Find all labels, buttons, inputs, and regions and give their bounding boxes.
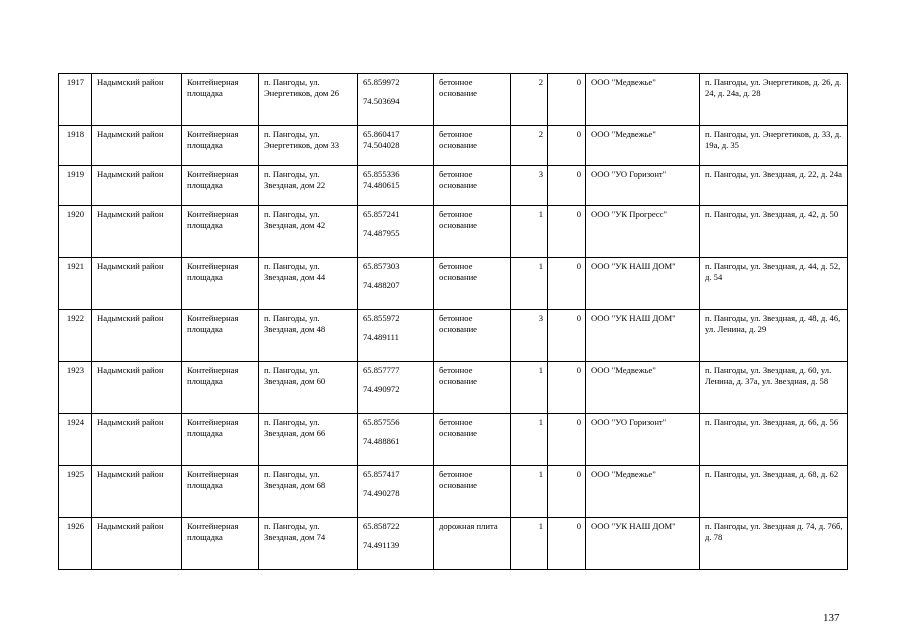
cell-bunker-count: 0	[548, 362, 586, 414]
cell-coordinates	[358, 310, 434, 362]
cell-served-addresses: п. Пангоды, ул. Звездная, д. 48, д. 46, ул. Ленина, д. 29	[700, 310, 848, 362]
cell-surface: бетонное основание	[434, 74, 511, 126]
cell-served-addresses: п. Пангоды, ул. Звездная, д. 42, д. 50	[700, 206, 848, 258]
cell-district: Надымский район	[92, 362, 182, 414]
cell-coordinates	[358, 126, 434, 166]
cell-owner: ООО "УО Горизонт"	[586, 414, 700, 466]
cell-coordinates	[358, 166, 434, 206]
cell-surface: бетонное основание	[434, 310, 511, 362]
cell-site-type: Контейнерная площадка	[182, 362, 259, 414]
cell-district: Надымский район	[92, 466, 182, 518]
latitude: 65.857241	[363, 209, 400, 219]
cell-number: 1920	[59, 206, 92, 258]
cell-container-count: 2	[511, 126, 548, 166]
cell-site-type: Контейнерная площадка	[182, 414, 259, 466]
cell-coordinates	[358, 414, 434, 466]
cell-surface: бетонное основание	[434, 126, 511, 166]
cell-bunker-count: 0	[548, 126, 586, 166]
latitude: 65.857777	[363, 365, 400, 375]
cell-owner: ООО "УК Прогресс"	[586, 206, 700, 258]
cell-owner: ООО "Медвежье"	[586, 362, 700, 414]
cell-site-type: Контейнерная площадка	[182, 310, 259, 362]
cell-served-addresses: п. Пангоды, ул. Звездная, д. 44, д. 52, д. 54	[700, 258, 848, 310]
cell-site-type: Контейнерная площадка	[182, 258, 259, 310]
table-row	[59, 414, 848, 466]
cell-surface: бетонное основание	[434, 466, 511, 518]
cell-served-addresses: п. Пангоды, ул. Звездная, д. 68, д. 62	[700, 466, 848, 518]
cell-address: п. Пангоды, ул. Энергетиков, дом 26	[259, 74, 358, 126]
longitude: 74.480615	[363, 179, 400, 190]
cell-site-type: Контейнерная площадка	[182, 206, 259, 258]
cell-address: п. Пангоды, ул. Звездная, дом 42	[259, 206, 358, 258]
cell-district: Надымский район	[92, 258, 182, 310]
latitude: 65.857417	[363, 469, 400, 479]
longitude: 74.490972	[363, 383, 400, 394]
latitude: 65.860417	[363, 129, 400, 139]
cell-number: 1918	[59, 126, 92, 166]
cell-served-addresses: п. Пангоды, ул. Звездная, д. 60, ул. Ленина, д. 37а, ул. Звездная, д. 58	[700, 362, 848, 414]
cell-container-count: 3	[511, 310, 548, 362]
cell-container-count: 2	[511, 74, 548, 126]
cell-number: 1923	[59, 362, 92, 414]
cell-container-count: 1	[511, 518, 548, 570]
cell-number: 1925	[59, 466, 92, 518]
cell-owner: ООО "Медвежье"	[586, 74, 700, 126]
cell-district: Надымский район	[92, 310, 182, 362]
cell-address: п. Пангоды, ул. Звездная, дом 74	[259, 518, 358, 570]
cell-surface: бетонное основание	[434, 414, 511, 466]
cell-served-addresses: п. Пангоды, ул. Звездная д. 74, д. 76б, д. 78	[700, 518, 848, 570]
cell-container-count: 1	[511, 362, 548, 414]
cell-bunker-count: 0	[548, 74, 586, 126]
cell-container-count: 3	[511, 166, 548, 206]
table-row	[59, 258, 848, 310]
cell-district: Надымский район	[92, 206, 182, 258]
cell-district: Надымский район	[92, 414, 182, 466]
cell-served-addresses: п. Пангоды, ул. Звездная, д. 66, д. 56	[700, 414, 848, 466]
latitude: 65.858722	[363, 521, 400, 531]
cell-container-count: 1	[511, 258, 548, 310]
cell-bunker-count: 0	[548, 258, 586, 310]
cell-surface: бетонное основание	[434, 258, 511, 310]
cell-site-type: Контейнерная площадка	[182, 466, 259, 518]
cell-address: п. Пангоды, ул. Звездная, дом 48	[259, 310, 358, 362]
cell-bunker-count: 0	[548, 414, 586, 466]
table-body	[59, 74, 848, 570]
latitude: 65.855336	[363, 169, 400, 179]
cell-coordinates	[358, 258, 434, 310]
page-number: 137	[823, 612, 840, 624]
cell-address: п. Пангоды, ул. Звездная, дом 44	[259, 258, 358, 310]
cell-surface: бетонное основание	[434, 166, 511, 206]
cell-served-addresses: п. Пангоды, ул. Энергетиков, д. 33, д. 19а, д. 35	[700, 126, 848, 166]
cell-container-count: 1	[511, 206, 548, 258]
cell-district: Надымский район	[92, 74, 182, 126]
longitude: 74.490278	[363, 487, 400, 498]
cell-bunker-count: 0	[548, 206, 586, 258]
longitude: 74.503694	[363, 95, 400, 106]
cell-district: Надымский район	[92, 126, 182, 166]
latitude: 65.855972	[363, 313, 400, 323]
cell-served-addresses: п. Пангоды, ул. Энергетиков, д. 26, д. 24, д. 24а, д. 28	[700, 74, 848, 126]
cell-coordinates	[358, 362, 434, 414]
cell-number: 1926	[59, 518, 92, 570]
container-sites-table	[58, 73, 848, 570]
table-row	[59, 362, 848, 414]
table-row	[59, 518, 848, 570]
cell-owner: ООО "Медвежье"	[586, 126, 700, 166]
cell-owner: ООО "УК НАШ ДОМ"	[586, 310, 700, 362]
cell-bunker-count: 0	[548, 166, 586, 206]
table-row	[59, 126, 848, 166]
cell-site-type: Контейнерная площадка	[182, 126, 259, 166]
cell-owner: ООО "УО Горизонт"	[586, 166, 700, 206]
cell-coordinates	[358, 518, 434, 570]
cell-owner: ООО "УК НАШ ДОМ"	[586, 258, 700, 310]
cell-site-type: Контейнерная площадка	[182, 74, 259, 126]
cell-coordinates	[358, 74, 434, 126]
cell-site-type: Контейнерная площадка	[182, 166, 259, 206]
cell-surface: бетонное основание	[434, 206, 511, 258]
cell-bunker-count: 0	[548, 310, 586, 362]
cell-site-type: Контейнерная площадка	[182, 518, 259, 570]
cell-district: Надымский район	[92, 166, 182, 206]
table-row	[59, 166, 848, 206]
cell-address: п. Пангоды, ул. Звездная, дом 66	[259, 414, 358, 466]
cell-number: 1922	[59, 310, 92, 362]
cell-number: 1917	[59, 74, 92, 126]
cell-address: п. Пангоды, ул. Звездная, дом 60	[259, 362, 358, 414]
latitude: 65.857303	[363, 261, 400, 271]
latitude: 65.857556	[363, 417, 400, 427]
latitude: 65.859972	[363, 77, 400, 87]
cell-address: п. Пангоды, ул. Энергетиков, дом 33	[259, 126, 358, 166]
longitude: 74.489111	[363, 331, 399, 342]
table-row	[59, 310, 848, 362]
cell-container-count: 1	[511, 414, 548, 466]
longitude: 74.488207	[363, 279, 400, 290]
cell-served-addresses: п. Пангоды, ул. Звездная, д. 22, д. 24а	[700, 166, 848, 206]
cell-surface: дорожная плита	[434, 518, 511, 570]
longitude: 74.504028	[363, 139, 400, 150]
cell-district: Надымский район	[92, 518, 182, 570]
cell-number: 1919	[59, 166, 92, 206]
longitude: 74.487955	[363, 227, 400, 238]
cell-surface: бетонное основание	[434, 362, 511, 414]
cell-owner: ООО "Медвежье"	[586, 466, 700, 518]
cell-bunker-count: 0	[548, 518, 586, 570]
cell-owner: ООО "УК НАШ ДОМ"	[586, 518, 700, 570]
table-row	[59, 466, 848, 518]
longitude: 74.488861	[363, 435, 400, 446]
table-row	[59, 206, 848, 258]
cell-address: п. Пангоды, ул. Звездная, дом 22	[259, 166, 358, 206]
cell-coordinates	[358, 206, 434, 258]
longitude: 74.491139	[363, 539, 400, 550]
table-row	[59, 74, 848, 126]
cell-number: 1924	[59, 414, 92, 466]
cell-bunker-count: 0	[548, 466, 586, 518]
cell-coordinates	[358, 466, 434, 518]
cell-number: 1921	[59, 258, 92, 310]
cell-address: п. Пангоды, ул. Звездная, дом 68	[259, 466, 358, 518]
cell-container-count: 1	[511, 466, 548, 518]
